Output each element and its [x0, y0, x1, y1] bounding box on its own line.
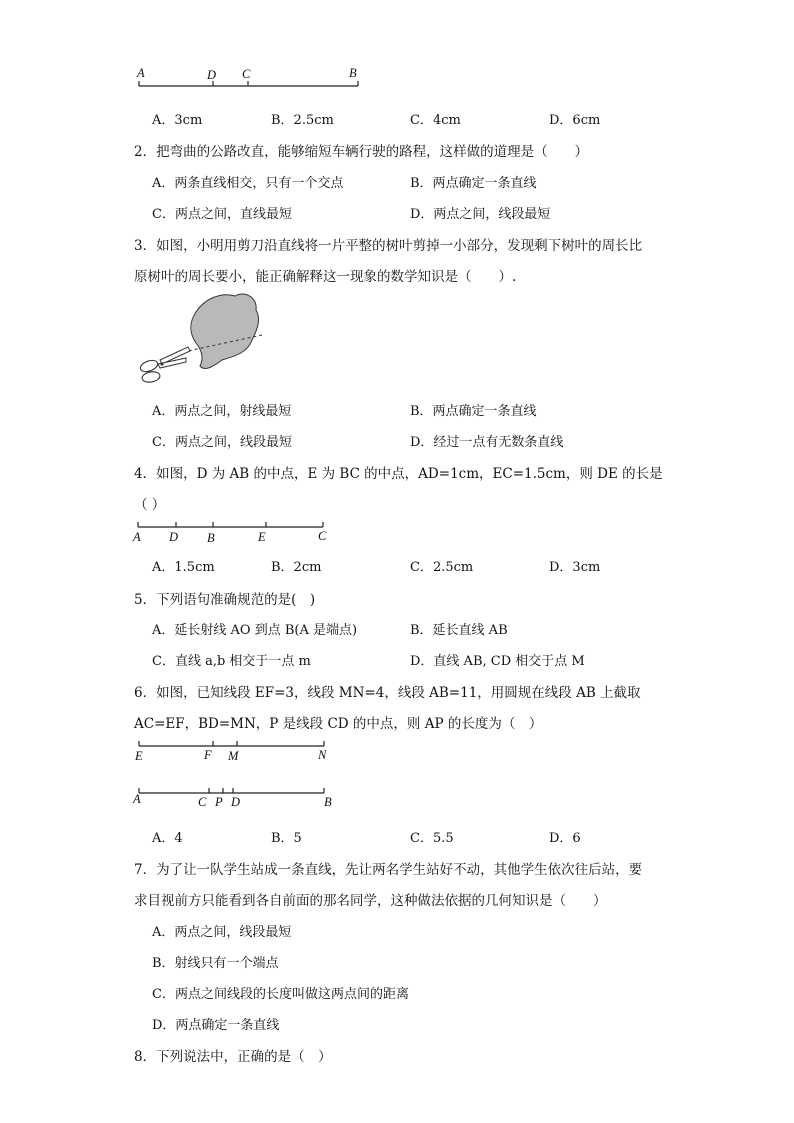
q7-option-b: B．射线只有一个端点: [152, 956, 279, 971]
q5-option-b: B．延长直线 AB: [410, 623, 508, 638]
q1-label-b: B: [349, 66, 357, 80]
q1-option-a: A．3cm: [152, 113, 203, 128]
q6-stem-line2: AC=EF，BD=MN，P 是线段 CD 的中点，则 AP 的长度为（ ）: [134, 716, 543, 732]
q2-option-c: C．两点之间，直线最短: [152, 207, 292, 222]
q3-option-b: B．两点确定一条直线: [410, 404, 537, 419]
q1-option-b: B．2.5cm: [271, 113, 334, 128]
q1-option-d: D．6cm: [549, 113, 601, 128]
q5-stem: 5．下列语句准确规范的是( ): [134, 592, 316, 608]
q7-option-c: C．两点之间线段的长度叫做这两点间的距离: [152, 987, 409, 1002]
q3-option-c: C．两点之间，线段最短: [152, 435, 292, 450]
q4-option-b: B．2cm: [271, 560, 322, 575]
q6-label-e: E: [135, 749, 143, 763]
q6-label-d: D: [231, 795, 241, 809]
q3-option-d: D．经过一点有无数条直线: [410, 435, 564, 450]
q2-stem: 2．把弯曲的公路改直，能够缩短车辆行驶的路程，这样做的道理是（ ）: [134, 144, 589, 160]
q6-label-f: F: [204, 748, 212, 762]
q8-stem: 8．下列说法中，正确的是（ ）: [134, 1049, 332, 1065]
q6-stem-line1: 6．如图，已知线段 EF=3，线段 MN=4，线段 AB=11，用圆规在线段 AB 上截取: [134, 685, 641, 701]
q6-label-p: P: [215, 795, 223, 809]
q7-option-d: D．两点确定一条直线: [152, 1018, 280, 1033]
q3-stem-line1: 3．如图，小明用剪刀沿直线将一片平整的树叶剪掉一小部分，发现剩下树叶的周长比: [134, 238, 643, 254]
q1-option-c: C．4cm: [410, 113, 461, 128]
q6-option-a: A．4: [152, 831, 183, 846]
q2-option-d: D．两点之间，线段最短: [410, 207, 551, 222]
q6-label-b: B: [324, 795, 332, 809]
q6-label-a: A: [133, 792, 141, 806]
q4-label-d: D: [169, 530, 179, 544]
q6-option-d: D．6: [549, 831, 581, 846]
q3-stem-line2: 原树叶的周长要小，能正确解释这一现象的数学知识是（ ）.: [134, 269, 517, 285]
q4-stem-line2: （ ）: [134, 497, 166, 513]
q4-label-a: A: [133, 530, 141, 544]
q6-label-m: M: [228, 749, 239, 763]
q6-label-c: C: [198, 795, 207, 809]
q4-label-c: C: [318, 529, 327, 543]
q4-option-d: D．3cm: [549, 560, 601, 575]
q4-stem-line1: 4．如图，D 为 AB 的中点，E 为 BC 的中点，AD=1cm，EC=1.5cm，则 DE 的长是: [134, 466, 663, 482]
q1-label-c: C: [242, 67, 251, 81]
q6-label-n: N: [318, 748, 327, 762]
q5-option-a: A．延长射线 AO 到点 B(A 是端点): [152, 623, 358, 638]
q7-stem-line1: 7．为了让一队学生站成一条直线，先让两名学生站好不动，其他学生依次往后站，要: [134, 862, 643, 878]
q6-option-c: C．5.5: [410, 831, 454, 846]
q4-option-c: C．2.5cm: [410, 560, 474, 575]
q1-label-a: A: [137, 66, 145, 80]
q5-option-c: C．直线 a,b 相交于一点 m: [152, 654, 311, 669]
q4-label-e: E: [258, 530, 266, 544]
q4-label-b: B: [207, 531, 215, 545]
q1-label-d: D: [207, 68, 217, 82]
q6-option-b: B．5: [271, 831, 302, 846]
q2-option-a: A．两条直线相交，只有一个交点: [152, 176, 344, 191]
q5-option-d: D．直线 AB, CD 相交于点 M: [410, 654, 585, 669]
q3-option-a: A．两点之间，射线最短: [152, 404, 292, 419]
q2-option-b: B．两点确定一条直线: [410, 176, 537, 191]
q7-option-a: A．两点之间，线段最短: [152, 925, 292, 940]
q7-stem-line2: 求目视前方只能看到各自前面的那名同学，这种做法依据的几何知识是（ ）: [134, 893, 607, 909]
q4-option-a: A．1.5cm: [152, 560, 215, 575]
